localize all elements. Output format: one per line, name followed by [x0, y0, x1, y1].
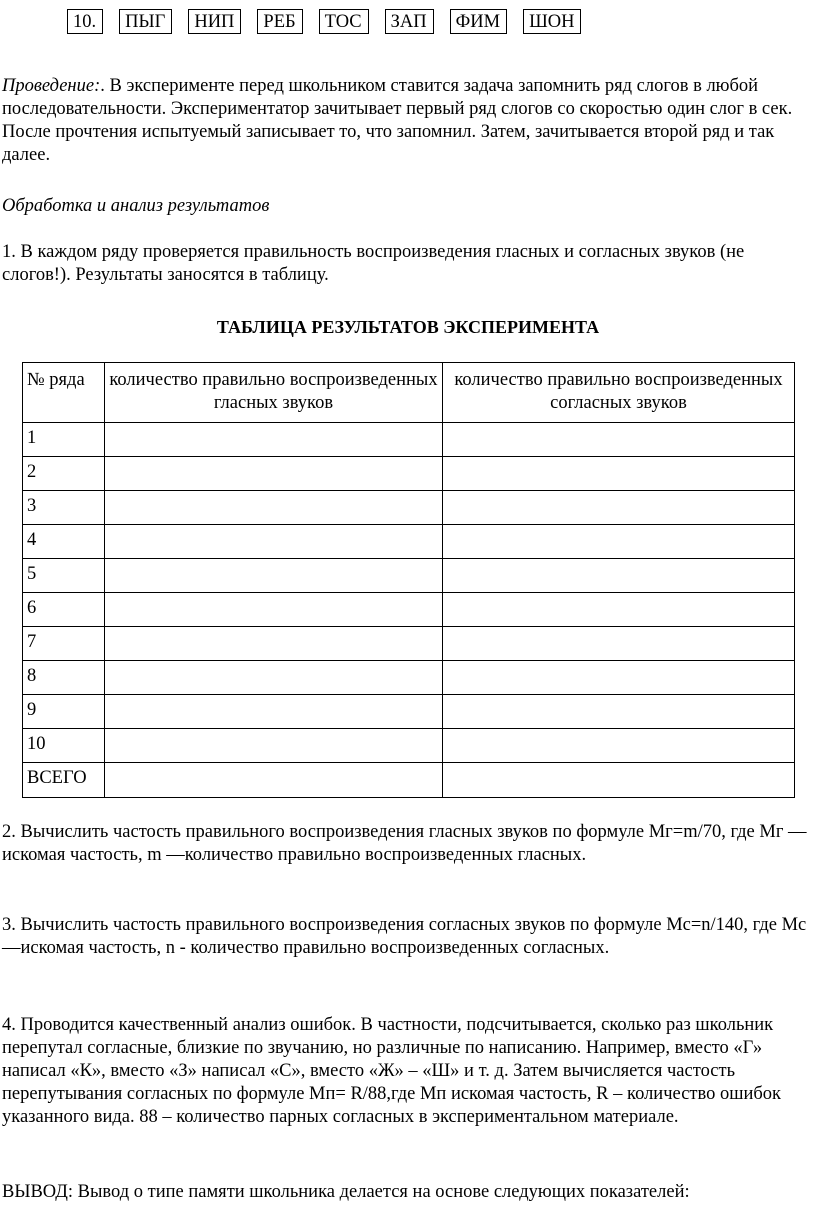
step-1: 1. В каждом ряду проверяется правильность воспроизведения гласных и согласных звуков (не слогов!). Результаты заносятся в таблицу. — [2, 242, 745, 285]
procedure-label: Проведение: — [2, 76, 101, 96]
consonants-cell[interactable] — [443, 491, 795, 525]
vowels-cell[interactable] — [105, 695, 443, 729]
row-number: 10 — [23, 729, 105, 763]
consonants-cell[interactable] — [443, 525, 795, 559]
row-number: 5 — [23, 559, 105, 593]
table-row — [23, 729, 795, 763]
results-table — [22, 362, 795, 798]
row-number: 2 — [23, 457, 105, 491]
procedure-paragraph — [2, 75, 814, 167]
syllable-row — [67, 9, 597, 34]
procedure-text: . В эксперименте перед школьником ставится задача запомнить ряд слогов в любой последовательности. Экспериментатор зачитывает первый ряд слогов со скоростью один слог в сек. После прочтения испытуемый записывает то, что запомнил. Затем, зачитывается второй ряд и так далее. — [2, 76, 793, 165]
table-header-row — [23, 363, 795, 423]
syllable-box: ФИМ — [450, 9, 507, 34]
consonants-cell[interactable] — [443, 457, 795, 491]
row-number: 3 — [23, 491, 105, 525]
syllable-box: НИП — [188, 9, 241, 34]
table-row — [23, 695, 795, 729]
step-4: 4. Проводится качественный анализ ошибок. В частности, подсчитывается, сколько раз школьник перепутал согласные, близкие по звучанию, но различные по написанию. Например, вместо «Г» написал «К», вместо «З» написал «С», вместо «Ж» – «Ш» и т. д. Затем вычисляется частость перепутывания согласных по формуле Мп= R/88,где Мп искомая частость, R – количество ошибок указанного вида. 88 – количество парных согласных в экспериментальном материале. — [2, 1015, 782, 1127]
row-number: 4 — [23, 525, 105, 559]
consonants-cell[interactable] — [443, 661, 795, 695]
row-number: 7 — [23, 627, 105, 661]
consonants-cell[interactable] — [443, 627, 795, 661]
step-2: 2. Вычислить частость правильного воспроизведения гласных звуков по формуле Мг=m/70, где Мг — искомая частость, m —количество правильно воспроизведенных гласных. — [2, 822, 807, 865]
table-row — [23, 457, 795, 491]
step-3: 3. Вычислить частость правильного воспроизведения согласных звуков по формуле Мс=n/140, где Мс—искомая частость, n - количество правильно воспроизведенных согласных. — [2, 915, 807, 958]
consonants-cell[interactable] — [443, 559, 795, 593]
syllable-box: ЗАП — [385, 9, 434, 34]
row-number: 8 — [23, 661, 105, 695]
table-row — [23, 627, 795, 661]
consonants-cell[interactable] — [443, 423, 795, 457]
table-title: ТАБЛИЦА РЕЗУЛЬТАТОВ ЭКСПЕРИМЕНТА — [216, 317, 600, 337]
syllable-box: ТОС — [319, 9, 369, 34]
conclusion: ВЫВОД: Вывод о типе памяти школьника делается на основе следующих показателей: — [2, 1182, 690, 1202]
table-row — [23, 593, 795, 627]
syllable-box: ПЫГ — [119, 9, 172, 34]
syllable-box: РЕБ — [257, 9, 302, 34]
vowels-cell[interactable] — [105, 627, 443, 661]
vowels-cell[interactable] — [105, 457, 443, 491]
vowels-cell[interactable] — [105, 729, 443, 763]
vowels-cell[interactable] — [105, 491, 443, 525]
syllable-box: 10. — [67, 9, 103, 34]
consonants-cell[interactable] — [443, 695, 795, 729]
table-row — [23, 559, 795, 593]
row-number: 9 — [23, 695, 105, 729]
consonants-cell[interactable] — [443, 593, 795, 627]
table-row-total — [23, 763, 795, 798]
header-vowels: количество правильно воспроизведенных гласных звуков — [105, 363, 443, 423]
row-number: 1 — [23, 423, 105, 457]
row-number: 6 — [23, 593, 105, 627]
consonants-cell[interactable] — [443, 729, 795, 763]
row-number-total: ВСЕГО — [23, 763, 105, 798]
header-consonants: количество правильно воспроизведенных согласных звуков — [443, 363, 795, 423]
analysis-heading: Обработка и анализ результатов — [2, 196, 270, 216]
consonants-total-cell[interactable] — [443, 763, 795, 798]
table-row — [23, 423, 795, 457]
table-row — [23, 525, 795, 559]
vowels-cell[interactable] — [105, 423, 443, 457]
vowels-cell[interactable] — [105, 525, 443, 559]
table-row — [23, 491, 795, 525]
vowels-cell[interactable] — [105, 593, 443, 627]
vowels-total-cell[interactable] — [105, 763, 443, 798]
vowels-cell[interactable] — [105, 661, 443, 695]
header-row-number: № ряда — [23, 363, 105, 423]
table-row — [23, 661, 795, 695]
syllable-box: ШОН — [523, 9, 581, 34]
vowels-cell[interactable] — [105, 559, 443, 593]
